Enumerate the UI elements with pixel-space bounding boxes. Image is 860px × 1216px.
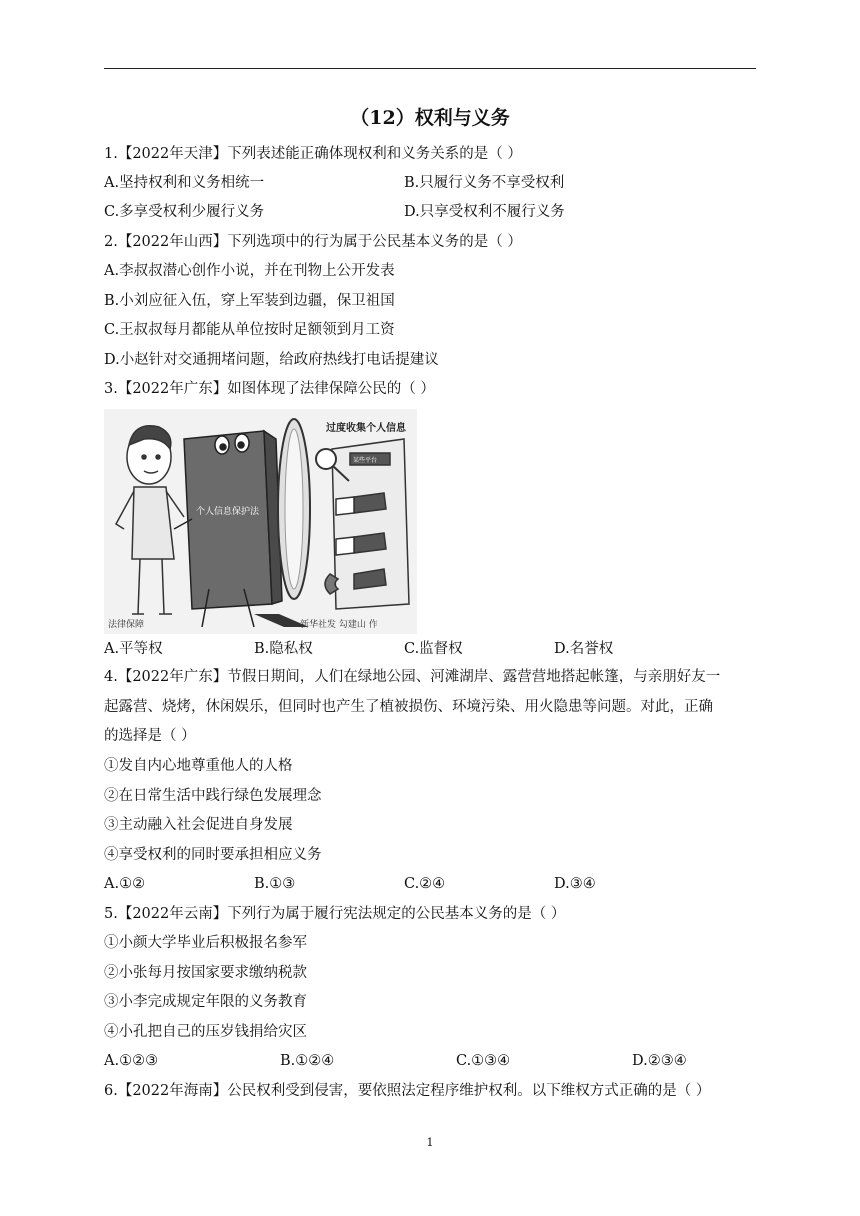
question-5-option-a: A.①②③: [104, 1053, 159, 1069]
question-1-stem: 1.【2022年天津】下列表述能正确体现权利和义务关系的是（ ）: [104, 146, 522, 162]
question-4-item-3: ③主动融入社会促进自身发展: [104, 817, 293, 833]
question-5-item-2: ②小张每月按国家要求缴纳税款: [104, 965, 307, 981]
question-5-option-b: B.①②④: [280, 1053, 335, 1069]
question-6-stem: 6.【2022年海南】公民权利受到侵害，要依照法定程序维护权利。以下维权方式正确的是（ ）: [104, 1083, 711, 1099]
question-4-option-a: A.①②: [104, 876, 146, 892]
question-4-stem-line-2: 起露营、烧烤，休闲娱乐，但同时也产生了植被损伤、环境污染、用火隐患等问题。对此，正确: [104, 699, 713, 715]
question-3-option-c: C.监督权: [404, 641, 463, 657]
question-4-option-b: B.①③: [254, 876, 296, 892]
figure-caption-left: 法律保障: [108, 620, 145, 630]
question-3-option-a: A.平等权: [104, 641, 163, 657]
question-3-option-d: D.名誉权: [554, 641, 614, 657]
page-number: 1: [426, 1136, 434, 1149]
question-4-stem-line-1: 4.【2022年广东】节假日期间，人们在绿地公园、河滩湖岸、露营营地搭起帐篷，与亲朋好友一: [104, 669, 721, 685]
cartoon-figure: [104, 409, 417, 634]
question-5-item-3: ③小李完成规定年限的义务教育: [104, 994, 307, 1010]
question-3-stem: 3.【2022年广东】如图体现了法律保障公民的（ ）: [104, 381, 435, 397]
figure-caption-right: 新华社发 勾建山 作: [300, 620, 378, 630]
page-title: （12）权利与义务: [350, 107, 510, 129]
header-rule: [104, 68, 756, 69]
banner-text: 过度收集个人信息: [326, 423, 406, 434]
question-5-item-4: ④小孔把自己的压岁钱捐给灾区: [104, 1024, 307, 1040]
question-3-option-b: B.隐私权: [254, 641, 313, 657]
question-4-stem-line-3: 的选择是（ ）: [104, 728, 196, 744]
question-1-option-a: A.坚持权利和义务相统一: [104, 175, 265, 191]
platform-label: 某些平台: [353, 457, 378, 464]
question-4-item-4: ④享受权利的同时要承担相应义务: [104, 847, 322, 863]
question-5-option-d: D.②③④: [632, 1053, 687, 1069]
question-4-option-c: C.②④: [404, 876, 446, 892]
book-label: 个人信息保护法: [196, 507, 260, 517]
question-1-option-b: B.只履行义务不享受权利: [404, 175, 565, 191]
question-2-option-a: A.李叔叔潜心创作小说，并在刊物上公开发表: [104, 263, 395, 279]
question-2-option-b: B.小刘应征入伍，穿上军装到边疆，保卫祖国: [104, 293, 395, 309]
cartoon-illustration: [104, 409, 417, 634]
question-4-item-1: ①发自内心地尊重他人的人格: [104, 758, 293, 774]
question-1-option-d: D.只享受权利不履行义务: [404, 204, 565, 220]
question-2-option-d: D.小赵针对交通拥堵问题，给政府热线打电话提建议: [104, 352, 439, 368]
question-1-option-c: C.多享受权利少履行义务: [104, 204, 265, 220]
question-5-stem: 5.【2022年云南】下列行为属于履行宪法规定的公民基本义务的是（ ）: [104, 906, 566, 922]
question-4-option-d: D.③④: [554, 876, 596, 892]
question-4-item-2: ②在日常生活中践行绿色发展理念: [104, 788, 322, 804]
question-2-option-c: C.王叔叔每月都能从单位按时足额领到月工资: [104, 322, 395, 338]
question-2-stem: 2.【2022年山西】下列选项中的行为属于公民基本义务的是（ ）: [104, 234, 522, 250]
shield-icon: [278, 419, 310, 599]
question-5-item-1: ①小颜大学毕业后积极报名参军: [104, 935, 307, 951]
question-5-option-c: C.①③④: [456, 1053, 511, 1069]
